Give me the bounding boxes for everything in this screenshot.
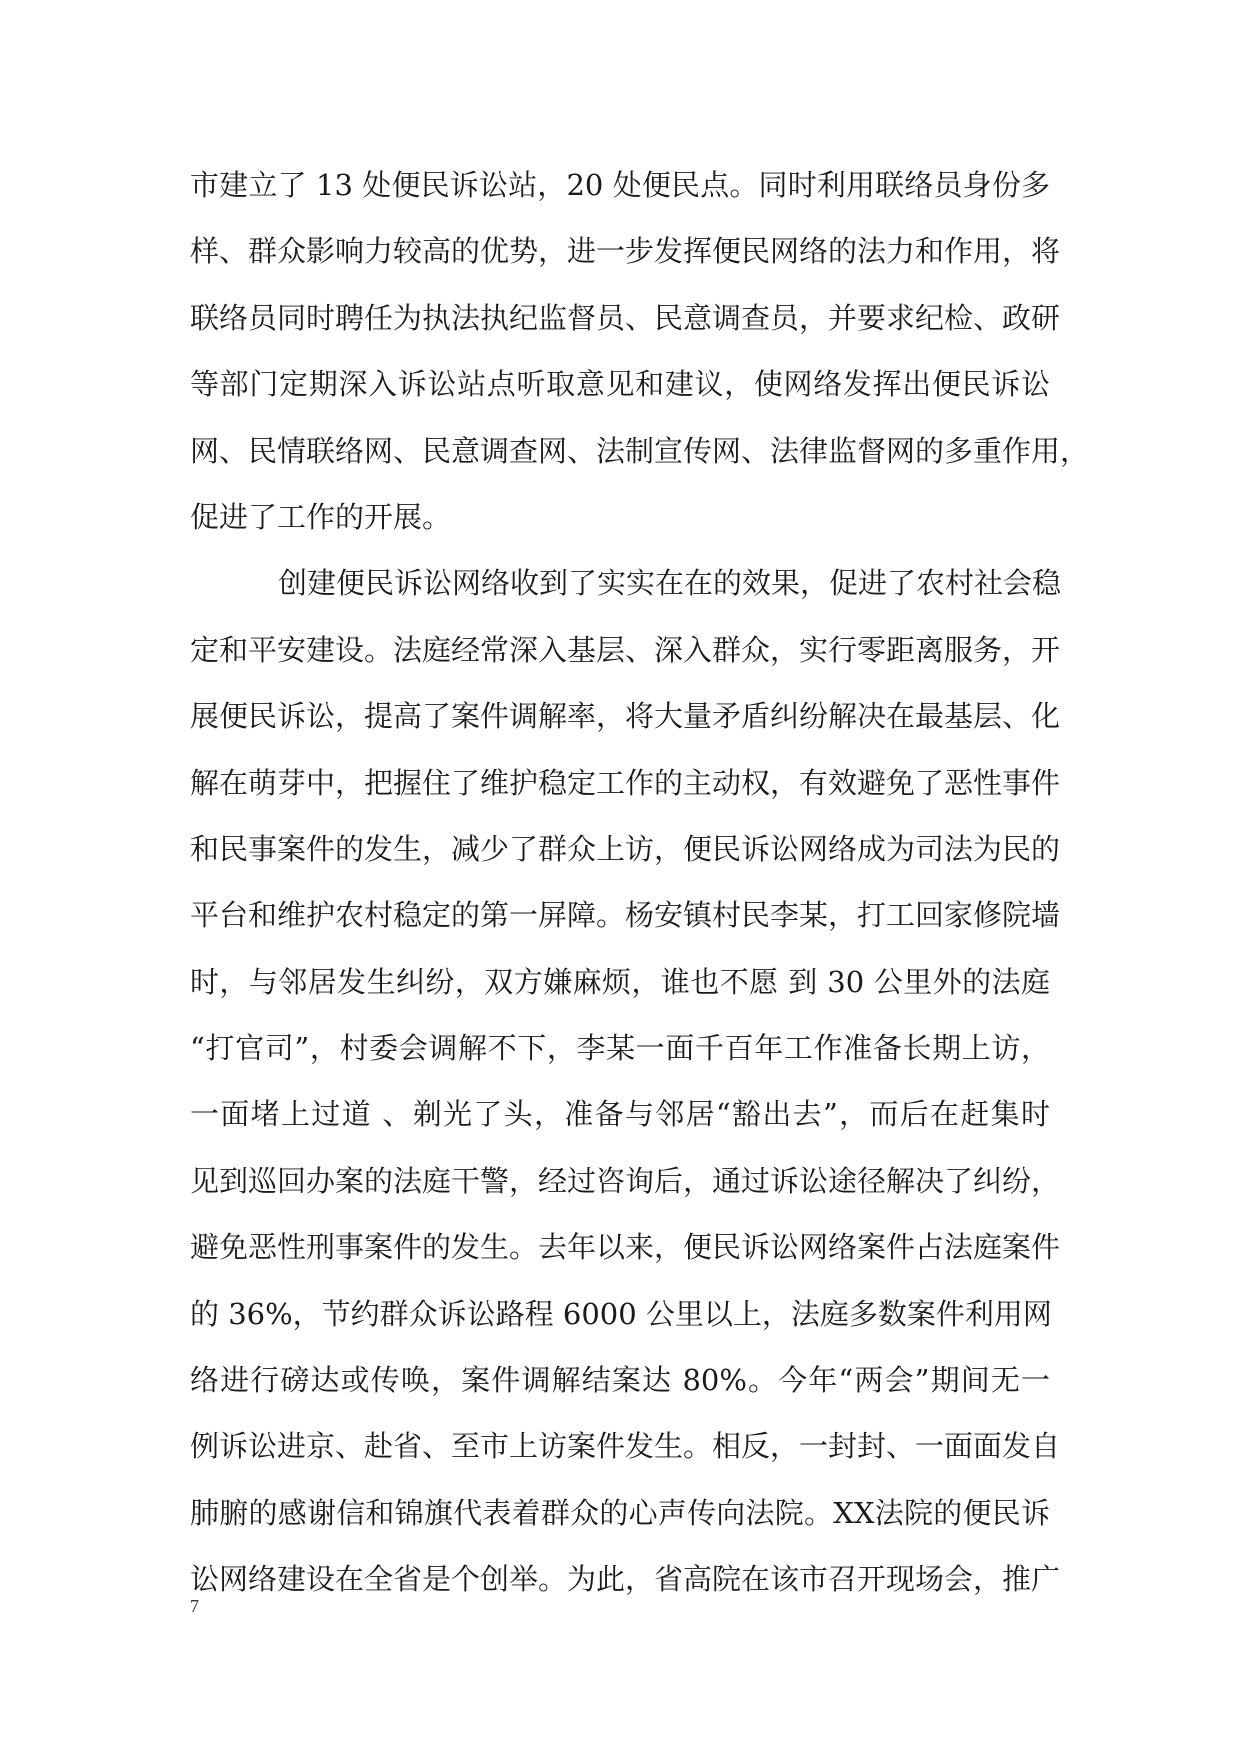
paragraph-2-line: 避免恶性刑事案件的发生。去年以来，便民诉讼网络案件占法庭案件 (190, 1230, 1061, 1265)
paragraph-1-line: 等部门定期深入诉讼站点听取意见和建议，使网络发挥出便民诉讼 (190, 367, 1050, 402)
paragraph-2-line: 创建便民诉讼网络收到了实实在在的效果，促进了农村社会稳 (278, 566, 1062, 601)
paragraph-2-line: 络进行磅达或传唤，案件调解结案达 80%。今年“两会”期间无一 (190, 1363, 1050, 1398)
paragraph-1-line: 样、群众影响力较高的优势，进一步发挥便民网络的法力和作用，将 (190, 234, 1061, 269)
paragraph-2-line: 和民事案件的发生，减少了群众上访，便民诉讼网络成为司法为民的 (190, 831, 1061, 866)
paragraph-2-line: 定和平安建设。法庭经常深入基层、深入群众，实行零距离服务，开 (190, 632, 1061, 667)
paragraph-2-line: 一面堵上过道 、剃光了头，准备与邻居“豁出去”，而后在赶集时 (190, 1097, 1050, 1132)
body-text (190, 152, 1090, 1613)
paragraph-2-line: 见到巡回办案的法庭干警，经过咨询后，通过诉讼途径解决了纠纷， (190, 1163, 1061, 1198)
paragraph-2-line: 例诉讼进京、赴省、至市上访案件发生。相反，一封封、一面面发自 (190, 1429, 1061, 1464)
paragraph-1-line: 促进了工作的开展。 (190, 499, 452, 534)
paragraph-2-line: 讼网络建设在全省是个创举。为此，省高院在该市召开现场会，推广 (190, 1562, 1061, 1597)
paragraph-2-line: 展便民诉讼，提高了案件调解率，将大量矛盾纠纷解决在最基层、化 (190, 699, 1061, 734)
page-number: 7 (190, 1596, 199, 1616)
paragraph-2-line: 的 36%，节约群众诉讼路程 6000 公里以上，法庭多数案件利用网 (190, 1296, 1052, 1331)
paragraph-2-line: “打官司”，村委会调解不下，李某一面千百年工作准备长期上访， (190, 1031, 1050, 1066)
paragraph-2-line: 时，与邻居发生纠纷，双方嫌麻烦，谁也不愿 到 30 公里外的法庭 (190, 964, 1050, 999)
paragraph-2-line: 解在萌芽中，把握住了维护稳定工作的主动权，有效避免了恶性事件 (190, 765, 1061, 800)
paragraph-2-line: 平台和维护农村稳定的第一屏障。杨安镇村民李某，打工回家修院墙 (190, 898, 1061, 933)
paragraph-2-line: 肺腑的感谢信和锦旗代表着群众的心声传向法院。XX法院的便民诉 (190, 1495, 1050, 1530)
paragraph-1-line: 市建立了 13 处便民诉讼站，20 处便民点。同时利用联络员身份多 (190, 168, 1050, 202)
paragraph-1-line: 联络员同时聘任为执法执纪监督员、民意调查员，并要求纪检、政研 (190, 300, 1061, 335)
paragraph-1-line: 网、民情联络网、民意调查网、法制宣传网、法律监督网的多重作用， (190, 433, 1090, 468)
